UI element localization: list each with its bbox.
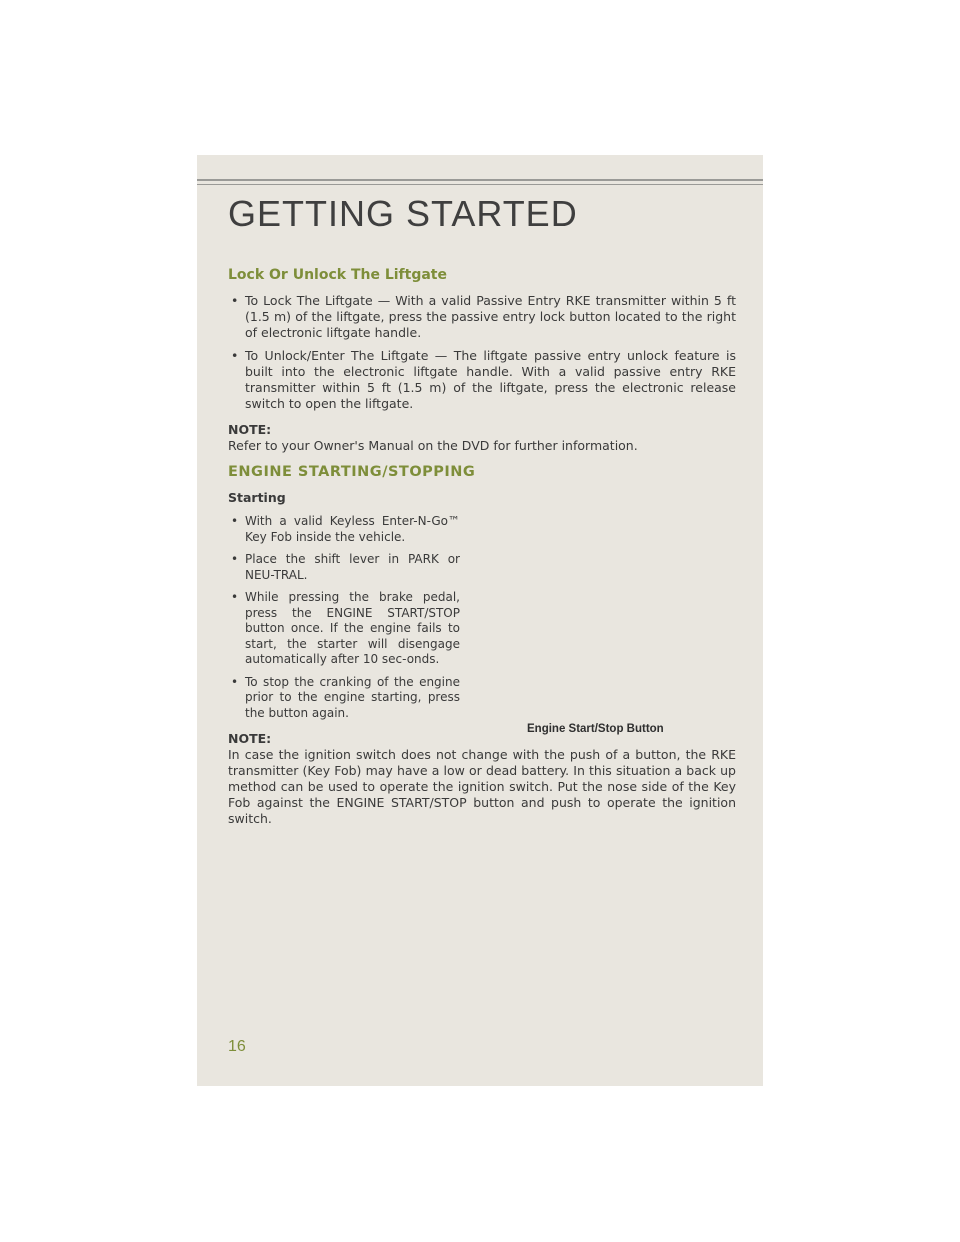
list-item-text: While pressing the brake pedal, press the ENGINE START/STOP button once. If the engine fails to start, the starter will disengage automatically after 10 sec-onds. (245, 590, 460, 666)
header-rule-thin (197, 184, 763, 185)
list-item (228, 552, 460, 583)
list-item-text: To Lock The Liftgate — With a valid Passive Entry RKE transmitter within 5 ft (1.5 m) of the liftgate, press the passive entry lock button located to the right of electronic liftgate handle. (245, 293, 736, 340)
page-content (228, 267, 736, 827)
list-item (228, 514, 460, 545)
list-item-text: Place the shift lever in PARK or NEU-TRAL. (245, 552, 460, 582)
engine-heading: ENGINE STARTING/STOPPING (228, 464, 476, 480)
manual-page (197, 155, 763, 1086)
bullet-icon: • (231, 674, 239, 689)
bullet-icon: • (231, 552, 239, 566)
bullet-icon: • (231, 590, 239, 604)
liftgate-list (228, 293, 736, 412)
note-text: In case the ignition switch does not change with the push of a button, the RKE transmitter (Key Fob) may have a low or dead battery. In this situation a back up method can be used to operate the ignition switch. Put the nose side of the Key Fob against the ENGINE START/STOP button and push to operate the ignition switch. (228, 747, 736, 826)
list-item (228, 590, 460, 668)
starting-list (228, 514, 460, 721)
note-label: NOTE: (228, 422, 272, 437)
figure-caption: Engine Start/Stop Button (527, 723, 664, 735)
starting-subheading: Starting (228, 490, 286, 505)
section-title: GETTING STARTED (228, 193, 578, 234)
list-item (228, 293, 736, 341)
liftgate-heading: Lock Or Unlock The Liftgate (228, 267, 447, 283)
note-label: NOTE: (228, 731, 272, 746)
list-item (228, 348, 736, 412)
list-item-text: To stop the cranking of the engine prior to the engine starting, press the button again. (245, 674, 460, 720)
note-text: Refer to your Owner's Manual on the DVD for further information. (228, 438, 638, 453)
bullet-icon: • (231, 348, 239, 363)
list-item-text: To Unlock/Enter The Liftgate — The liftgate passive entry unlock feature is built into the electronic liftgate handle. With a valid passive entry RKE transmitter within 5 ft (1.5 m) of the liftgate, press the electronic release switch to open the liftgate. (245, 348, 736, 411)
bullet-icon: • (231, 514, 239, 528)
bullet-icon: • (231, 293, 239, 308)
list-item-text: With a valid Keyless Enter-N-Go™ Key Fob inside the vehicle. (245, 514, 460, 544)
header-rule (197, 179, 763, 181)
list-item (228, 675, 460, 722)
page-number: 16 (228, 1038, 246, 1055)
